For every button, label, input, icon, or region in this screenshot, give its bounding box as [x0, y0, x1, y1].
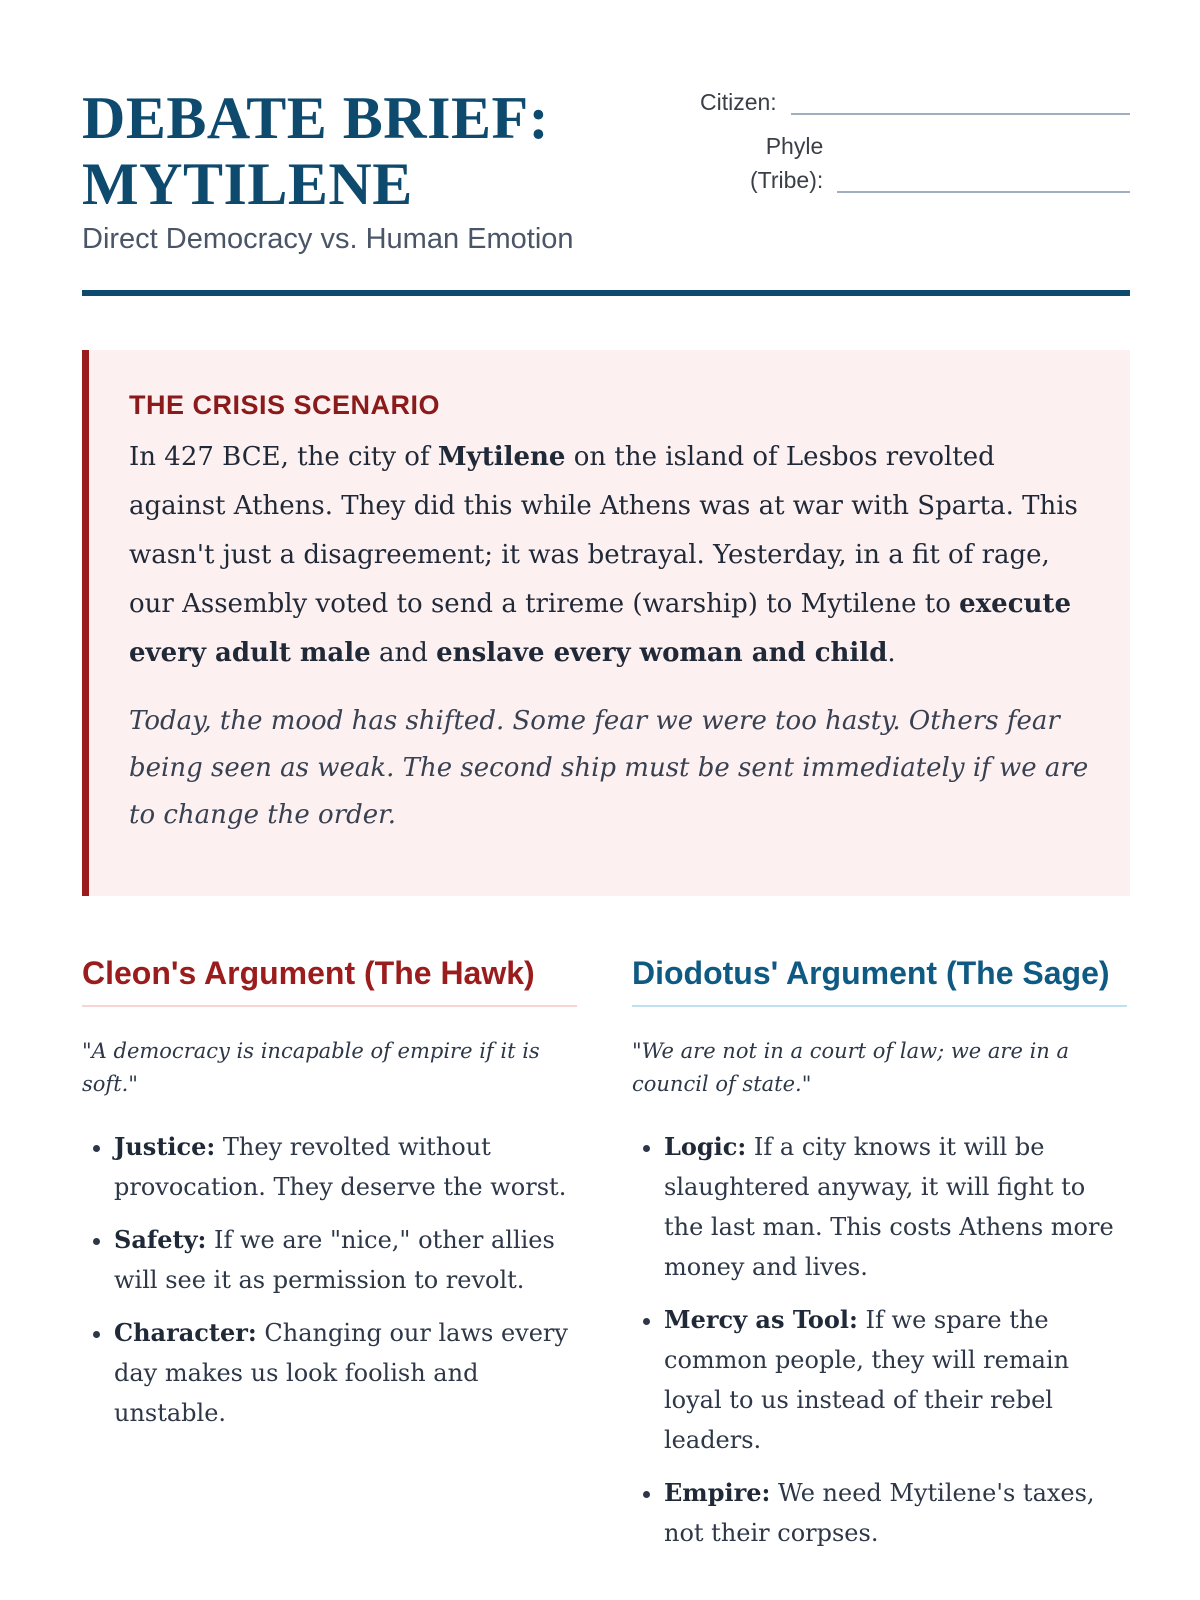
title-line-2: MYTILENE — [82, 151, 413, 217]
text: We need Mytilene's taxes, not their corpses. — [664, 1479, 1095, 1547]
term: Safety: — [114, 1225, 207, 1254]
diodotus-column — [632, 950, 1127, 1566]
diodotus-quote: "We are not in a court of law; we are in a council of state." — [632, 1039, 1070, 1096]
phyle-label-2: (Tribe): — [750, 167, 824, 193]
text: Changing our laws every day makes us look foolish and unstable. — [114, 1319, 568, 1427]
cleon-points — [82, 1127, 577, 1433]
text: If we are "nice," other allies will see it as permission to revolt. — [114, 1226, 555, 1294]
list-item — [114, 1127, 577, 1207]
citizen-label: Citizen: — [700, 89, 777, 115]
list-item — [664, 1300, 1127, 1460]
cleon-column — [82, 950, 577, 1446]
crisis-paragraph — [129, 433, 1092, 678]
bold-text: enslave every woman and child — [436, 638, 888, 668]
phyle-field[interactable] — [750, 129, 1130, 197]
phyle-label-1: Phyle — [765, 133, 824, 159]
page-subtitle: Direct Democracy vs. Human Emotion — [82, 223, 574, 255]
citizen-field[interactable] — [700, 85, 1130, 119]
phyle-input-line[interactable] — [837, 190, 1130, 193]
term: Empire: — [664, 1478, 771, 1507]
cleon-quote: "A democracy is incapable of empire if it is soft." — [82, 1039, 540, 1096]
text: on the island of Lesbos revolted against Athens. They did this while Athens was at war with Sparta. This wasn't just a disagreement; it was betrayal. Yesterday, in a fit of rage, our Assembly voted to send a trireme (warship) to Mytilene to — [129, 442, 1078, 619]
list-item — [664, 1473, 1127, 1553]
bold-text: Mytilene — [437, 442, 566, 472]
text: If we spare the common people, they will remain loyal to us instead of their rebel leaders. — [664, 1306, 1070, 1454]
list-item — [114, 1220, 577, 1300]
list-item — [114, 1313, 577, 1433]
list-item — [664, 1127, 1127, 1287]
crisis-scenario-box — [82, 350, 1130, 896]
term: Justice: — [114, 1132, 216, 1161]
crisis-heading: THE CRISIS SCENARIO — [129, 390, 441, 420]
name-fields — [700, 85, 1130, 207]
header — [82, 85, 1130, 256]
diodotus-heading: Diodotus' Argument (The Sage) — [632, 950, 1127, 1007]
text: and — [370, 638, 437, 668]
title-line-1: DEBATE BRIEF: — [82, 85, 550, 151]
phyle-label — [750, 129, 823, 197]
term: Mercy as Tool: — [664, 1305, 858, 1334]
text: In 427 BCE, the city of — [129, 442, 438, 472]
crisis-italic-paragraph: Today, the mood has shifted. Some fear we were too hasty. Others fear being seen as weak. The second ship must be sent immediately if we are to change the order. — [129, 706, 1089, 830]
text: . — [887, 638, 896, 668]
text: If a city knows it will be slaughtered anyway, it will fight to the last man. This costs Athens more money and lives. — [664, 1133, 1114, 1281]
citizen-input-line[interactable] — [791, 112, 1130, 115]
term: Character: — [114, 1318, 257, 1347]
diodotus-points — [632, 1127, 1127, 1553]
bold-text: execute every adult male — [129, 589, 1071, 668]
cleon-heading: Cleon's Argument (The Hawk) — [82, 950, 577, 1007]
term: Logic: — [664, 1132, 747, 1161]
text: They revolted without provocation. They deserve the worst. — [114, 1133, 567, 1201]
header-divider — [82, 290, 1130, 296]
